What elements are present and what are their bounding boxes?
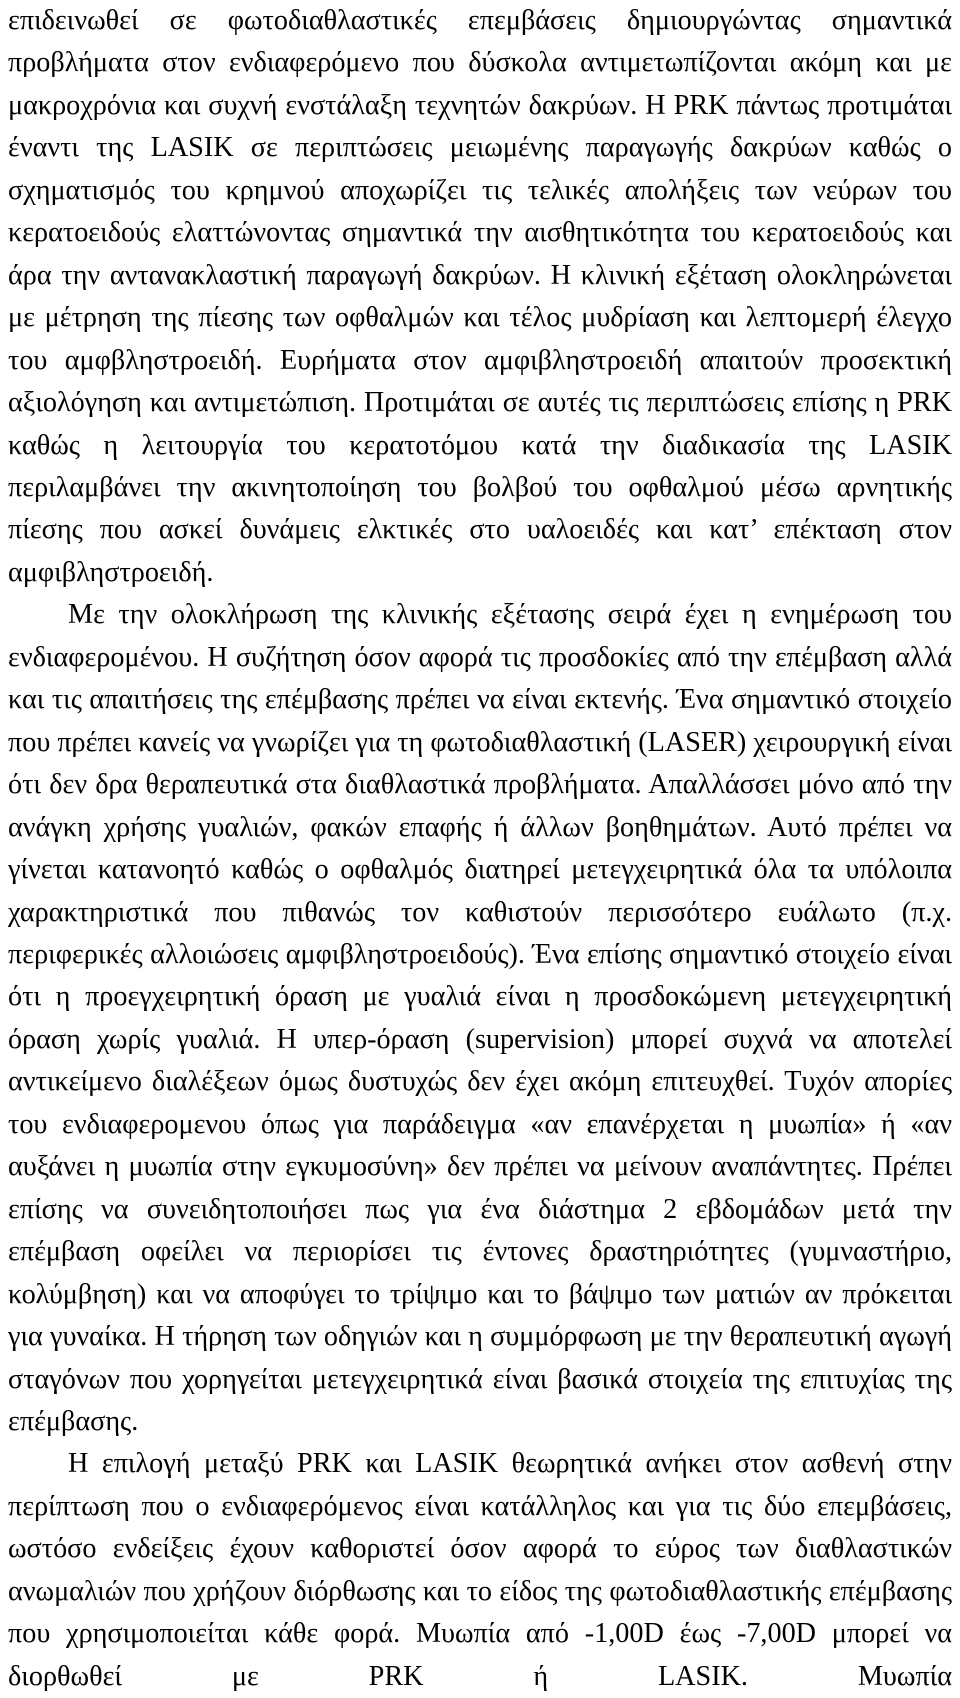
paragraph-2: Με την ολοκλήρωση της κλινικής εξέτασης σειρά έχει η ενημέρωση του ενδιαφερομένου. Η συζήτηση όσον αφορά τις προσδοκίες από την επέμβαση αλλά και τις απαιτήσεις της επέμβασης πρέπει να είναι εκτενής. Ένα σημαντικό στοιχείο που πρέπει κανείς να γνωρίζει για τη φωτοδιαθλαστική (LASER) χειρουργική είναι ότι δεν δρα θεραπευτικά στα διαθλαστικά προβλήματα. Απαλλάσσει μόνο από την ανάγκη χρήσης γυαλιών, φακών επαφής ή άλλων βοηθημάτων. Αυτό πρέπει να γίνεται κατανοητό καθώς ο οφθαλμός διατηρεί μετεγχειρητικά όλα τα υπόλοιπα χαρακτηριστικά που πιθανώς τον καθιστούν περισσότερο ευάλωτο (π.χ. περιφερικές αλλοιώσεις αμφιβληστροειδούς). Ένα επίσης σημαντικό στοιχείο είναι ότι η προεγχειρητική όραση με γυαλιά είναι η προσδοκώμενη μετεγχειρητική όραση χωρίς γυαλιά. Η υπερ-όραση (supervision) μπορεί συχνά να αποτελεί αντικείμενο διαλέξεων όμως δυστυχώς δεν έχει ακόμη επιτευχθεί. Τυχόν απορίες του ενδιαφερομενου όπως για παράδειγμα «αν επανέρχεται η μυωπία» ή «αν αυξάνει η μυωπία στην εγκυμοσύνη» δεν πρέπει να μείνουν αναπάντητες. Πρέπει επίσης να συνειδητοποιήσει πως για ένα διάστημα 2 εβδομάδων μετά την επέμβαση οφείλει να περιορίσει τις έντονες δραστηριότητες (γυμναστήριο, κολύμβηση) και να αποφύγει το τρίψιμο και το βάψιμο των ματιών αν πρόκειται για γυναίκα. Η τήρηση των οδηγιών και η συμμόρφωση με την θεραπευτική αγωγή σταγόνων που χορηγείται μετεγχειρητικά είναι βασικά στοιχεία της επιτυχίας της επέμβασης. (8, 599, 952, 1437)
paragraph-1: επιδεινωθεί σε φωτοδιαθλαστικές επεμβάσεις δημιουργώντας σημαντικά προβλήματα στον ενδιαφερόμενο που δύσκολα αντιμετωπίζονται ακόμη και με μακροχρόνια και συχνή ενστάλαξη τεχνητών δακρύων. Η PRK πάντως προτιμάται έναντι της LASIK σε περιπτώσεις μειωμένης παραγωγής δακρύων καθώς ο σχηματισμός του κρημνού αποχωρίζει τις τελικές απολήξεις των νεύρων του κερατοειδούς ελαττώνοντας σημαντικά την αισθητικότητα του κερατοειδούς και άρα την αντανακλαστική παραγωγή δακρύων. Η κλινική εξέταση ολοκληρώνεται με μέτρηση της πίεσης των οφθαλμών και τέλος μυδρίαση και λεπτομερή έλεγχο του αμφβληστροειδή. Ευρήματα στον αμφιβληστροειδή απαιτούν προσεκτική αξιολόγηση και αντιμετώπιση. Προτιμάται σε αυτές τις περιπτώσεις επίσης η PRK καθώς η λειτουργία του κερατοτόμου κατά την διαδικασία της LASIK περιλαμβάνει την ακινητοποίηση του βολβού του οφθαλμού μέσω αρνητικής πίεσης που ασκεί δυνάμεις ελκτικές στο υαλοειδές και κατ’ επέκταση στον αμφιβληστροειδή. (8, 5, 952, 588)
paragraph-3: Η επιλογή μεταξύ PRK και LASIK θεωρητικά ανήκει στον ασθενή στην περίπτωση που ο ενδιαφερόμενος είναι κατάλληλος και για τις δύο επεμβάσεις, ωστόσο ενδείξεις έχουν καθοριστεί όσον αφορά το εύρος των διαθλαστικών ανωμαλιών που χρήζουν διόρθωσης και το είδος της φωτοδιαθλαστικής επέμβασης που χρησιμοποιείται κάθε φορά. Μυωπία από -1,00D έως -7,00D μπορεί να διορθωθεί με PRK ή LASIK. Μυωπία (8, 1448, 952, 1692)
document-page (8, 0, 952, 1698)
